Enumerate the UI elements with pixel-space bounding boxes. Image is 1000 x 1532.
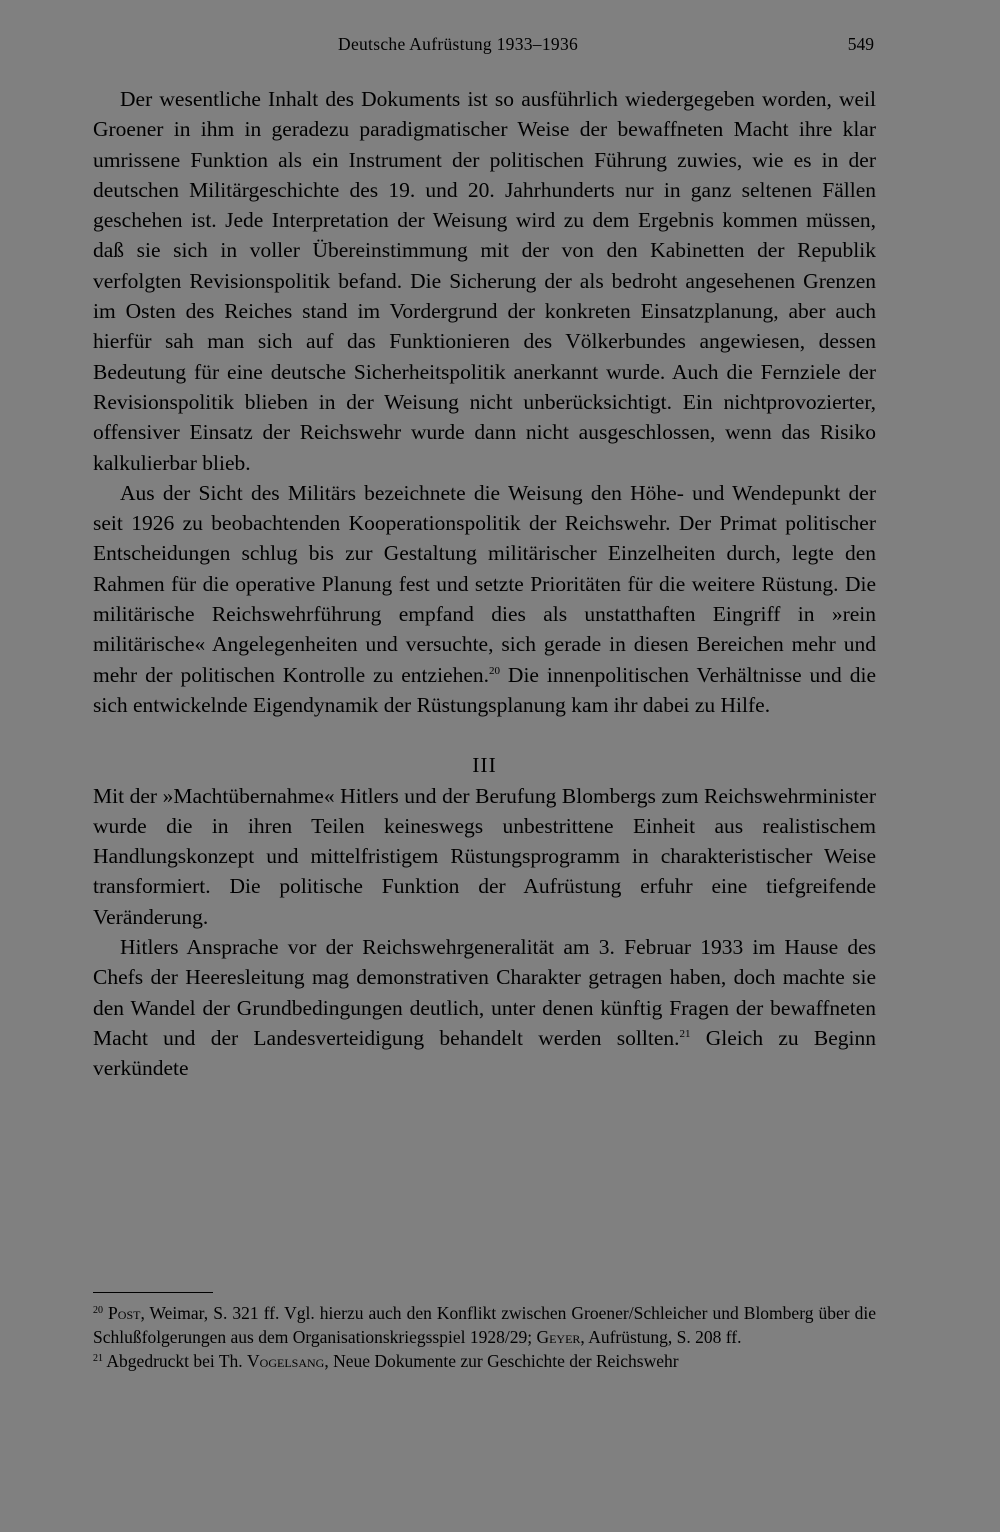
section-heading: III — [472, 753, 497, 778]
paragraph-text: Aus der Sicht des Militärs bezeichnete die Weisung den Höhe- und Wendepunkt der seit 1926 zu beobachtenden Kooperationspolitik der Reichswehr. Der Primat politischer Entscheidungen schlug bis zur Gestaltung militärischer Einzelheiten durch, legte den Rahmen für die operative Planung fest und setzte Prioritäten für die weitere Rüstung. Die militärische Reichswehrführung empfand dies als unstatthaften Eingriff in »rein militärische« Angelegenheiten und versuchte, sich gerade in diesen Bereichen mehr und mehr der politischen Kontrolle zu entziehen. — [93, 480, 876, 687]
footnote-separator — [93, 1292, 213, 1293]
footnote-text: Abgedruckt bei Th. — [103, 1350, 248, 1371]
footnote-21 — [93, 1350, 876, 1374]
footnote-number: 21 — [93, 1352, 103, 1364]
paragraph-text: Gleich zu Beginn verkündete — [93, 1025, 876, 1081]
footnote-author: Geyer — [536, 1326, 581, 1347]
footnote-number: 20 — [93, 1305, 103, 1316]
page-number: 549 — [847, 34, 874, 54]
footnote-author: Post — [108, 1303, 141, 1323]
paragraph-text: Die innenpolitischen Verhältnisse und die sich entwickelnde Eigendynamik der Rüstungsplanung kam ihr dabei zu Hilfe. — [93, 662, 876, 717]
footnote-author: Vogelsang — [247, 1350, 325, 1371]
paragraph: Der wesentliche Inhalt des Dokuments ist so ausführlich wiedergegeben worden, weil Groener in ihm in geradezu paradigmatischer Weise der bewaffneten Macht ihre klar umrissene Funktion als ein Instrument der politischen Führung zuwies, wie es in der deutschen Militärgeschichte des 19. und 20. Jahrhunderts nur in ganz seltenen Fällen geschehen ist. Jede Interpretation der Weisung wird zu dem Ergebnis kommen müssen, daß sie sich in voller Übereinstimmung mit der von den Kabinetten der Republik verfolgten Revisionspolitik befand. Die Sicherung der als bedroht angesehenen Grenzen im Osten des Reiches stand im Vordergrund der konkreten Einsatzplanung, aber auch hierfür sah man sich auf das Funktionieren des Völkerbundes angewiesen, dessen Bedeutung für eine deutsche Sicherheitspolitik anerkannt wurde. Auch die Fernziele der Revisionspolitik blieben in der Weisung nicht unberücksichtigt. Ein nichtprovozierter, offensiver Einsatz der Reichswehr wurde dann nicht ausgeschlossen, wenn das Risiko kalkulierbar blieb. — [93, 87, 876, 475]
running-title: Deutsche Aufrüstung 1933–1936 — [338, 34, 579, 54]
footnote-20 — [93, 1302, 876, 1350]
paragraph-text: Hitlers Ansprache vor der Reichswehrgeneralität am 3. Februar 1933 im Hause des Chefs der Heeresleitung mag demonstrativen Charakter getragen haben, doch machte sie den Wandel der Grundbedingungen deutlich, unter denen künftig Fragen der bewaffneten Macht und der Landesverteidigung behandelt werden sollten. — [93, 935, 876, 1050]
paragraph — [93, 932, 876, 1083]
main-text — [93, 84, 876, 1084]
paragraph — [93, 478, 876, 720]
footnote-text: , Neue Dokumente zur Geschichte der Reichswehr — [324, 1350, 679, 1371]
footnotes — [93, 1302, 876, 1373]
paragraph: Mit der »Machtübernahme« Hitlers und der Berufung Blombergs zum Reichswehrminister wurde die in ihren Teilen keineswegs unbestrittene Einheit aus realistischem Handlungskonzept und mittelfristigem Rüstungsprogramm in charakteristischer Weise transformiert. Die politische Funktion der Aufrüstung erfuhr eine tiefgreifende Veränderung. — [93, 783, 876, 929]
footnote-text: , Aufrüstung, S. 208 ff. — [580, 1326, 742, 1347]
footnote-ref: 20 — [489, 664, 501, 677]
footnote-text: , Weimar, S. 321 ff. Vgl. hierzu auch den Konflikt zwischen Groener/Schleicher und Blomberg über die Schlußfolgerungen aus dem Organisationskriegsspiel 1928/29; — [93, 1303, 877, 1347]
footnote-ref: 21 — [679, 1027, 691, 1040]
running-head — [93, 34, 876, 58]
